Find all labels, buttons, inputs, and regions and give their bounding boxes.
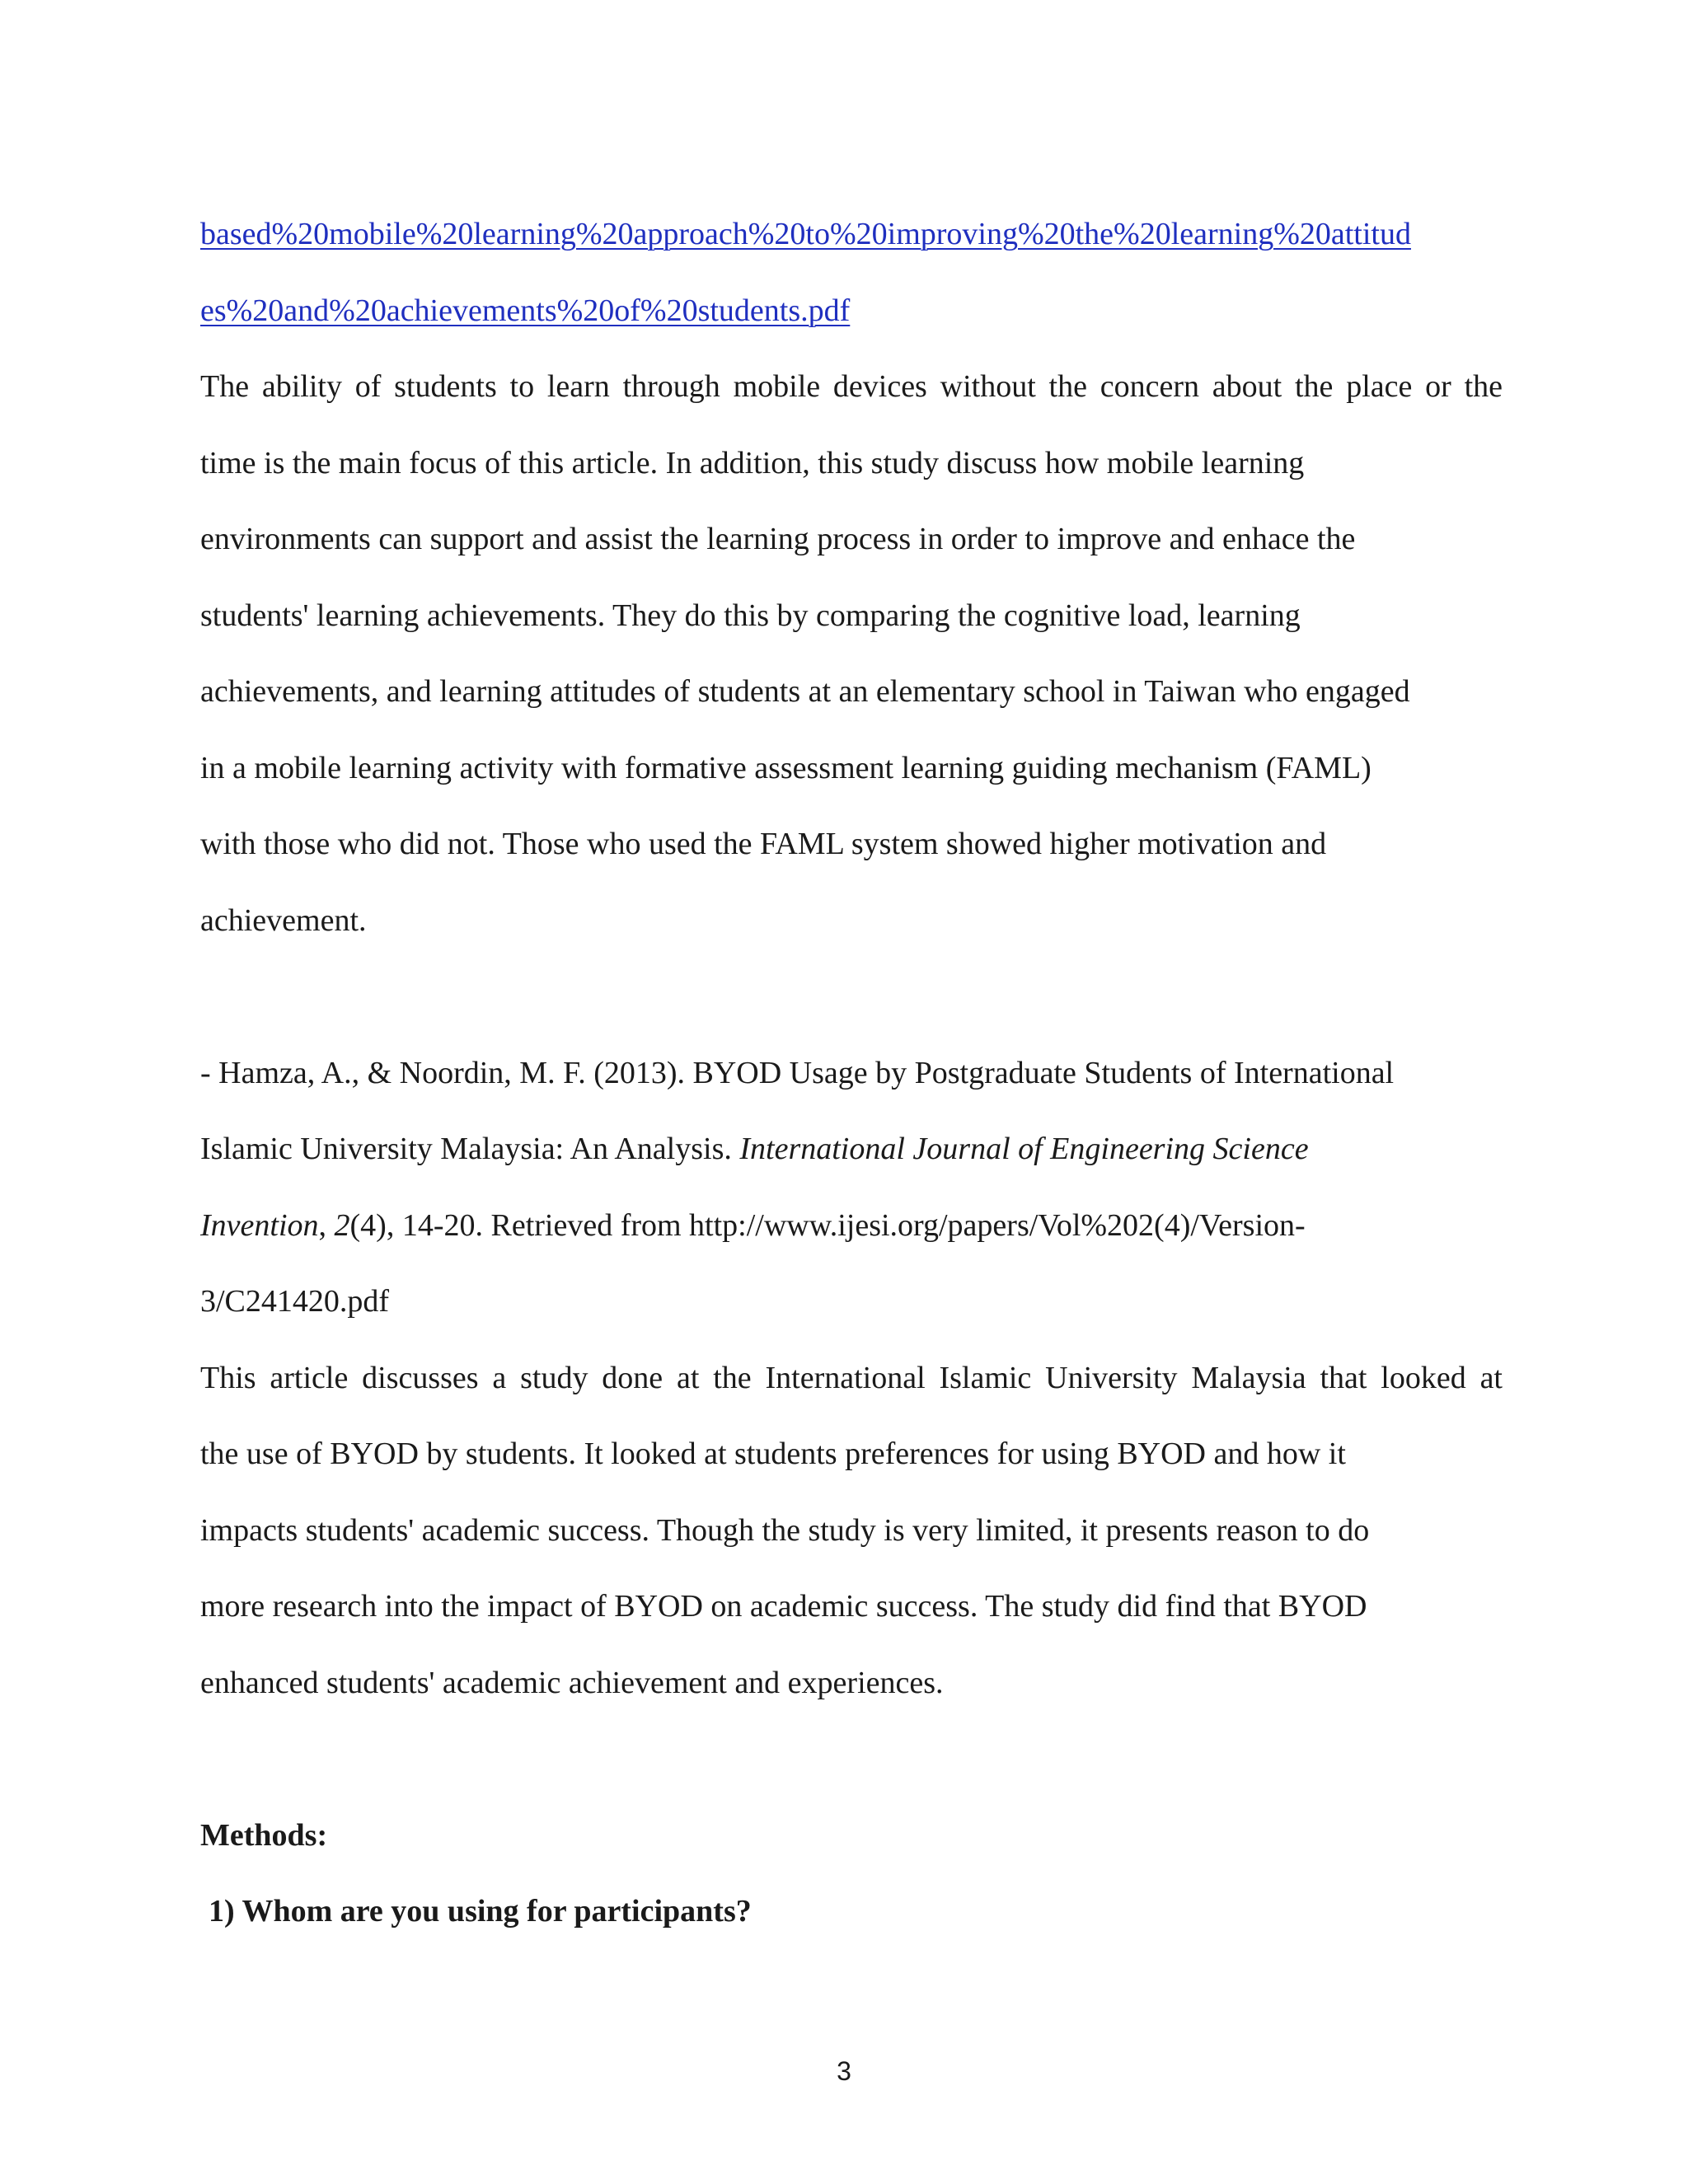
- methods-heading: Methods:: [200, 1817, 328, 1853]
- citation-line: [200, 1188, 1503, 1264]
- journal-volume: 2: [334, 1207, 350, 1243]
- summary-paragraph-1: [200, 349, 1503, 958]
- citation-text: Islamic University Malaysia: An Analysis.: [200, 1132, 740, 1166]
- citation-line: - Hamza, A., & Noordin, M. F. (2013). BYOD Usage by Postgraduate Students of International: [200, 1055, 1395, 1090]
- reference-link-line-1[interactable]: based%20mobile%20learning%20approach%20to%20improving%20the%20learning%20attitud: [200, 217, 1411, 251]
- paragraph-line: more research into the impact of BYOD on academic success. The study did find that BYOD: [200, 1589, 1367, 1624]
- paragraph-line: the use of BYOD by students. It looked at students preferences for using BYOD and how it: [200, 1436, 1346, 1471]
- citation-line: [200, 1111, 1503, 1188]
- paragraph-line: achievement.: [200, 902, 367, 938]
- paragraph-line: time is the main focus of this article. In addition, this study discuss how mobile learning: [200, 445, 1305, 480]
- page-content: [200, 196, 1503, 1950]
- paragraph-line: environments can support and assist the learning process in order to improve and enhace the: [200, 522, 1356, 556]
- citation-text: (4), 14-20. Retrieved from http://www.ijesi.org/papers/Vol%202(4)/Version-: [349, 1207, 1306, 1243]
- summary-paragraph-2: [200, 1340, 1503, 1722]
- paragraph-line: impacts students' academic success. Though the study is very limited, it presents reason to do: [200, 1512, 1370, 1548]
- paragraph-line: This article discusses a study done at the International Islamic University Malaysia that looked at: [200, 1360, 1503, 1395]
- paragraph-line: enhanced students' academic achievement and experiences.: [200, 1665, 944, 1700]
- spacer: [200, 1721, 1503, 1797]
- paragraph-line: with those who did not. Those who used the FAML system showed higher motivation and: [200, 827, 1327, 861]
- paragraph-line: in a mobile learning activity with formative assessment learning guiding mechanism (FAML): [200, 750, 1372, 785]
- question-1: 1) Whom are you using for participants?: [209, 1894, 752, 1929]
- paragraph-line: students' learning achievements. They do this by comparing the cognitive load, learning: [200, 598, 1301, 633]
- reference-link-line-2[interactable]: es%20and%20achievements%20of%20students.pdf: [200, 293, 851, 328]
- journal-title: International Journal of Engineering Science: [739, 1132, 1309, 1166]
- citation-hamza: [200, 1035, 1503, 1340]
- spacer: [200, 958, 1503, 1035]
- citation-line: 3/C241420.pdf: [200, 1284, 390, 1319]
- journal-title: Invention: [200, 1207, 319, 1243]
- paragraph-line: The ability of students to learn through mobile devices without the concern about the place or the: [200, 369, 1503, 404]
- page-number: 3: [837, 2056, 851, 2086]
- paragraph-line: achievements, and learning attitudes of students at an elementary school in Taiwan who engaged: [200, 674, 1410, 709]
- citation-text: ,: [318, 1207, 335, 1243]
